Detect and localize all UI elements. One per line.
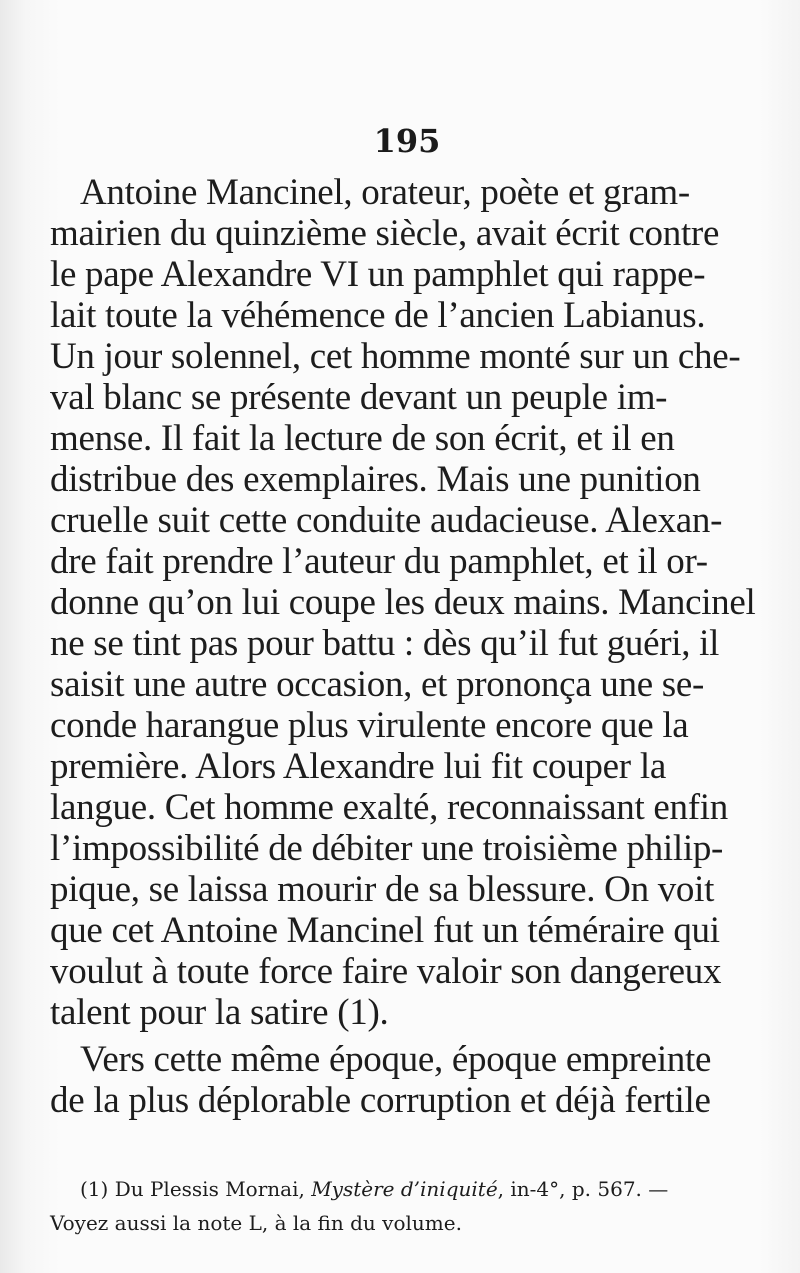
page-number: 195 xyxy=(373,122,441,160)
text-line: donne qu’on lui coupe les deux mains. Mancinel xyxy=(50,582,756,623)
footnote-line: Voyez aussi la note L, à la fin du volume. xyxy=(50,1211,462,1235)
text-line: voulut à toute force faire valoir son dangereux xyxy=(50,951,722,992)
text-line: val blanc se présente devant un peuple im- xyxy=(50,377,668,418)
text-line: Vers cette même époque, époque empreinte xyxy=(80,1039,712,1080)
text-line: de la plus déplorable corruption et déjà fertile xyxy=(50,1080,711,1121)
footnote-reference: , in-4°, p. 567. — xyxy=(497,1177,669,1201)
text-line: le pape Alexandre VI un pamphlet qui rappe- xyxy=(50,254,706,295)
text-line: lait toute la véhémence de l’ancien Labianus. xyxy=(50,295,706,336)
text-line: talent pour la satire (1). xyxy=(50,992,389,1033)
text-line: que cet Antoine Mancinel fut un téméraire qui xyxy=(50,910,720,951)
footnote-title: Mystère d’iniquité xyxy=(311,1177,498,1201)
text-line: distribue des exemplaires. Mais une punition xyxy=(50,459,701,500)
text-line: saisit une autre occasion, et prononça une se- xyxy=(50,664,705,705)
paragraph xyxy=(50,1039,712,1121)
text-line: l’impossibilité de débiter une troisième philip- xyxy=(50,828,724,869)
body-text xyxy=(50,172,756,1121)
text-line: mense. Il fait la lecture de son écrit, et il en xyxy=(50,418,675,459)
text-line: mairien du quinzième siècle, avait écrit contre xyxy=(50,213,720,254)
text-line: Antoine Mancinel, orateur, poète et gram- xyxy=(80,172,690,213)
text-line: ne se tint pas pour battu : dès qu’il fut guéri, il xyxy=(50,623,720,664)
footnote xyxy=(50,1172,669,1240)
footnote-line xyxy=(50,1172,669,1206)
text-line: cruelle suit cette conduite audacieuse. Alexan- xyxy=(50,500,723,541)
paragraph xyxy=(50,172,756,1033)
text-line: pique, se laissa mourir de sa blessure. On voit xyxy=(50,869,715,910)
text-line: première. Alors Alexandre lui fit couper la xyxy=(50,746,666,787)
footnote-citation: (1) Du Plessis Mornai, xyxy=(80,1177,312,1201)
text-line: conde harangue plus virulente encore que la xyxy=(50,705,689,746)
text-line: langue. Cet homme exalté, reconnaissant enfin xyxy=(50,787,728,828)
text-line: Un jour solennel, cet homme monté sur un che- xyxy=(50,336,741,377)
text-line: dre fait prendre l’auteur du pamphlet, et il or- xyxy=(50,541,708,582)
